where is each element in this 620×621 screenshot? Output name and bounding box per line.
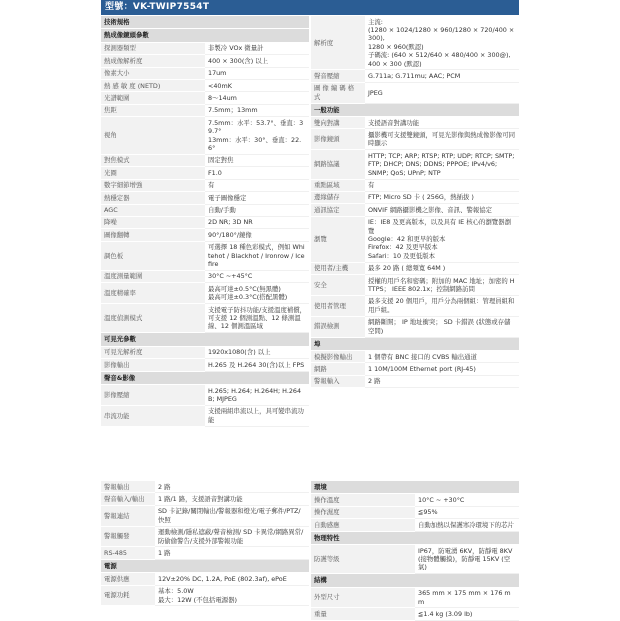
spec-value-line: 支援電子防抖功能/支援溫度補償，可支援 12 個測溫點、12 條測溫線、12 個測溫區域 [208, 305, 307, 331]
spec-row [311, 70, 519, 82]
spec-value-line: 7.5mm：水平：53.7°、垂直：39.7° [208, 118, 304, 136]
spec-value [415, 506, 519, 518]
spec-label: 圖像翻轉 [101, 229, 205, 241]
spec-value-line: 自動/手動 [208, 206, 236, 214]
section-title: 可見光參數 [101, 333, 309, 346]
spec-table [311, 16, 519, 388]
spec-row [101, 179, 309, 191]
spec-value [205, 359, 309, 371]
spec-value-line: 運動檢測/隱私遮蔽/聲音檢測/ SD 卡異常/網路異常/防偷偷警告/支援外部警報功能 [158, 528, 304, 545]
spec-label: 使用者管理 [311, 295, 365, 316]
spec-value-line: 400 × 300(含) 以上 [208, 56, 269, 65]
spec-value-line: 主流: [368, 17, 383, 26]
spec-value [365, 117, 519, 129]
spec-value-line: <40mK [208, 81, 232, 90]
section-header [101, 29, 309, 42]
spec-value [365, 363, 519, 375]
spec-label: 視角 [101, 117, 205, 155]
spec-value-line: 365 mm × 175 mm × 176 mm [418, 589, 511, 606]
spec-value-line: F1.0 [208, 168, 222, 177]
spec-value-line: 網路斷開； IP 地址衝突； SD 卡錯誤 (狀態或存儲空間) [368, 318, 511, 335]
spec-value-line: 最多 20 路 ( 總頻寬 64M ) [368, 264, 446, 273]
spec-row [101, 283, 309, 304]
spec-label: 光圈 [101, 167, 205, 179]
spec-label: 焦距 [101, 104, 205, 116]
spec-row [311, 275, 519, 296]
spec-value-line: 1920x1080(含) 以上 [208, 348, 271, 357]
spec-value-line: 10°C ~ +30°C [418, 495, 465, 504]
spec-label: 自動感應 [311, 519, 415, 531]
spec-value [155, 526, 309, 547]
spec-label: 警報輸出 [101, 481, 155, 493]
spec-label: 通訊協定 [311, 204, 365, 216]
spec-table [101, 481, 309, 606]
spec-row [101, 585, 309, 606]
spec-row [101, 104, 309, 116]
spec-row [311, 316, 519, 337]
spec-label: 熱穩定器 [101, 192, 205, 204]
section-header [311, 103, 519, 116]
spec-value-line: 自動加熱以保護寒冷環境下的芯片 [418, 520, 514, 529]
spec-label: 光譜範圍 [101, 92, 205, 104]
spec-row [101, 493, 309, 505]
spec-value [155, 585, 309, 606]
spec-value [205, 167, 309, 179]
section-header [311, 337, 519, 350]
spec-label: 溫度測量範圍 [101, 270, 205, 282]
spec-row [101, 154, 309, 166]
spec-label: 模擬影像輸出 [311, 351, 365, 363]
spec-label: AGC [101, 204, 205, 216]
spec-value-line: 支援語音對講功能 [368, 118, 420, 127]
spec-label: 可見光解析度 [101, 346, 205, 358]
spec-value [155, 481, 309, 493]
spec-value-line: ≦95% [418, 508, 438, 517]
spec-label: 警報輸入 [311, 375, 365, 387]
spec-value-line: 7.5mm；13mm [208, 106, 258, 115]
spec-value-line: SNMP; QoS; UPnP; NTP [368, 168, 441, 177]
spec-table [311, 481, 519, 621]
spec-label: 溫度偵測模式 [101, 304, 205, 333]
spec-value [365, 375, 519, 387]
spec-row [311, 494, 519, 506]
spec-value [365, 316, 519, 337]
spec-row [101, 304, 309, 333]
spec-label: 聲音壓縮 [311, 70, 365, 82]
spec-row [101, 547, 309, 559]
spec-value-line: 12V±20% DC, 1.2A, PoE (802.3af), ePoE [158, 574, 287, 583]
spec-row [101, 505, 309, 526]
spec-label: 警報觸發 [101, 526, 155, 547]
spec-value [205, 154, 309, 166]
section-title: 環境 [311, 481, 519, 494]
spec-label: 重量 [311, 608, 415, 620]
spec-value-line: 2D NR; 3D NR [208, 218, 253, 227]
spec-row [311, 506, 519, 518]
spec-row [101, 80, 309, 92]
spec-label: 熱 感 敏 度 (NETD) [101, 80, 205, 92]
spec-row [311, 375, 519, 387]
spec-row [311, 216, 519, 262]
spec-value [205, 42, 309, 54]
spec-label: 邊緣儲存 [311, 191, 365, 203]
spec-label: 電源供應 [101, 573, 155, 585]
section-header [101, 333, 309, 346]
spec-value-line: Safari：10 及更低版本 [368, 251, 436, 260]
spec-value-line: 8～14um [208, 93, 237, 102]
spec-row [101, 241, 309, 270]
spec-row [311, 179, 519, 191]
section-title: 聲音&影像 [101, 371, 309, 384]
section-header [311, 531, 519, 544]
spec-row [311, 608, 519, 620]
spec-value-line: Google：42 和更早的版本 [368, 235, 446, 244]
section-title: 物理特性 [311, 531, 519, 544]
spec-value [205, 405, 309, 426]
spec-label: 影像鏡頭 [311, 129, 365, 150]
spec-value-line: 子碼流: (640 × 512/640 × 480/400 × 300@), [368, 51, 511, 60]
spec-label: 調色板 [101, 241, 205, 270]
spec-value [415, 545, 519, 574]
spec-label: 對焦模式 [101, 154, 205, 166]
spec-label: 解析度 [311, 16, 365, 70]
spec-value-line: 基本：5.0W [158, 587, 194, 596]
spec-row [101, 526, 309, 547]
spec-value [155, 493, 309, 505]
spec-value [205, 346, 309, 358]
spec-value [365, 262, 519, 274]
spec-row [101, 204, 309, 216]
spec-label: 影像輸出 [101, 359, 205, 371]
spec-value [205, 216, 309, 228]
spec-value [365, 70, 519, 82]
spec-label: 數字細節增強 [101, 179, 205, 191]
spec-label: 瀏覽 [311, 216, 365, 262]
spec-label: 降噪 [101, 216, 205, 228]
spec-value [205, 80, 309, 92]
spec-value-line: 400 × 300 (默認) [368, 59, 422, 68]
spec-value [415, 519, 519, 531]
spec-row [311, 150, 519, 179]
spec-label: 安全 [311, 275, 365, 296]
spec-value [415, 587, 519, 608]
spec-value-line: (1280 × 1024/1280 × 960/1280 × 720/400 × 300), [368, 25, 515, 43]
spec-value [415, 494, 519, 506]
spec-value [205, 55, 309, 67]
spec-value-line: G.711a; G.711mu; AAC; PCM [368, 71, 461, 80]
spec-value-line: 非製冷 VOx 微量計 [208, 44, 264, 53]
spec-value-line: 有 [208, 181, 215, 190]
spec-value [205, 270, 309, 282]
spec-value-line: 固定對焦 [208, 156, 234, 165]
spec-value-line: IP67，防電湧 6KV，防靜電 8KV (接物體觸摸)，防靜電 15KV (空氣) [418, 546, 513, 572]
section-title: 一般功能 [311, 103, 519, 116]
spec-value-line: 1 路 [158, 548, 171, 557]
spec-row [101, 67, 309, 79]
spec-row [101, 55, 309, 67]
spec-label: 網路 [311, 363, 365, 375]
spec-label: 像素大小 [101, 67, 205, 79]
spec-value-line: IE：IE8 及更高版本，以及具有 IE 核心的瀏覽器瀏覽 [368, 218, 511, 235]
spec-row [311, 545, 519, 574]
spec-label: 聲音輸入/輸出 [101, 493, 155, 505]
spec-value-line: H.265; H.264; H.264H; H.264B; MJPEG [208, 386, 302, 403]
spec-value-line: 攝影機可支援雙鏡頭，可見光影像與熱成像影像可同時顯示 [368, 130, 515, 148]
spec-value [205, 241, 309, 270]
section-title: 熱成像鏡頭參數 [101, 29, 309, 42]
spec-row [311, 519, 519, 531]
spec-label: 重點區域 [311, 179, 365, 191]
spec-value [365, 216, 519, 262]
spec-label: 外型尺寸 [311, 587, 415, 608]
spec-label: 電源功耗 [101, 585, 155, 606]
spec-row [311, 351, 519, 363]
spec-row [101, 359, 309, 371]
spec-label: RS-485 [101, 547, 155, 559]
spec-value-line: SD 卡記錄/關閉輸出/警報器和燈光/電子郵件/PTZ/快照 [158, 507, 301, 524]
spec-value [365, 16, 519, 70]
spec-label: 錯誤檢測 [311, 316, 365, 337]
spec-value [205, 204, 309, 216]
spec-label: 防護等級 [311, 545, 415, 574]
spec-value-line: 1280 × 960(默認) [368, 42, 424, 51]
spec-col-left-top [101, 16, 309, 427]
spec-row [311, 587, 519, 608]
spec-label: 探測器類型 [101, 42, 205, 54]
spec-value [205, 283, 309, 304]
spec-value [205, 67, 309, 79]
spec-label: 圖 像 編 碼 格 式 [311, 82, 365, 103]
spec-value [365, 129, 519, 150]
section-title: 結構 [311, 574, 519, 587]
spec-label: 串流功能 [101, 405, 205, 426]
spec-value [205, 385, 309, 406]
spec-col-right-bottom [311, 481, 519, 621]
spec-value-line: 1 個帶有 BNC 接口的 CVBS 輸出通道 [368, 352, 477, 361]
spec-value [365, 295, 519, 316]
spec-row [311, 129, 519, 150]
spec-label: 網路協議 [311, 150, 365, 179]
spec-value-line: 1 路/1 路，支援語音對講功能 [158, 494, 243, 503]
spec-row [101, 42, 309, 54]
spec-value [205, 179, 309, 191]
section-header [101, 559, 309, 572]
spec-value-line: 支援兩組串流以上，具可變串流功能 [208, 407, 304, 424]
spec-value [365, 351, 519, 363]
section-title: 埠 [311, 337, 519, 350]
spec-row [101, 216, 309, 228]
model-title: 型號：VK-TWIP7554T [105, 2, 210, 12]
spec-value-line: 17um [208, 69, 227, 78]
spec-value-line: 30°C ~+45°C [208, 272, 253, 281]
spec-row [101, 346, 309, 358]
model-title-bar [101, 0, 519, 15]
spec-row [101, 167, 309, 179]
spec-value-line: 90°/180°/鏡像 [208, 230, 252, 239]
spec-label: 操作溫度 [311, 494, 415, 506]
spec-label: 操作濕度 [311, 506, 415, 518]
spec-value [415, 608, 519, 620]
spec-value [205, 117, 309, 155]
spec-col-left-bottom [101, 481, 309, 606]
spec-col-right-top [311, 16, 519, 388]
spec-value-line: 最高可達±0.5°C(無黑體) [208, 284, 281, 293]
spec-value [365, 150, 519, 179]
spec-value-line: HTTP; TCP; ARP; RTSP; RTP; UDP; RTCP; SMTP; [368, 151, 515, 160]
spec-row [311, 295, 519, 316]
spec-value-line: 可選擇 18 種色彩模式，例如 Whitehot / Blackhot / Ironrow / Icefire [208, 243, 305, 269]
spec-table [101, 16, 309, 427]
spec-value-line: 有 [368, 181, 375, 189]
spec-value [205, 104, 309, 116]
spec-label: 影像壓縮 [101, 385, 205, 406]
spec-label: 雙向對講 [311, 117, 365, 129]
section-header [101, 16, 309, 29]
section-title: 電源 [101, 559, 309, 572]
spec-label: 熱成像解析度 [101, 55, 205, 67]
spec-value [205, 92, 309, 104]
spec-value-line: FTP; DHCP; DNS; DDNS; PPPOE; IPv4/v6; [368, 160, 498, 169]
spec-row [101, 229, 309, 241]
spec-row [101, 192, 309, 204]
spec-row [311, 82, 519, 103]
spec-value [365, 191, 519, 203]
spec-row [311, 191, 519, 203]
spec-value-line: 最大：12W (不包括電源器) [158, 595, 237, 604]
spec-value-line: Firefox：42 及更早版本 [368, 243, 438, 252]
spec-row [101, 573, 309, 585]
spec-row [311, 117, 519, 129]
spec-row [101, 270, 309, 282]
spec-row [101, 92, 309, 104]
spec-row [311, 363, 519, 375]
section-header [101, 371, 309, 384]
spec-value-line: FTP; Micro SD 卡 ( 256G，熱插拔 ) [368, 193, 474, 202]
spec-value-line: ONVIF 網路攝影機之影像、音訊、警報協定 [368, 205, 493, 214]
spec-value-line: ≦1.4 kg (3.09 lb) [418, 609, 473, 618]
spec-label: 警報連結 [101, 505, 155, 526]
spec-value [365, 204, 519, 216]
spec-value [205, 304, 309, 333]
spec-value-line: H.265 及 H.264 30(含)以上 FPS [208, 360, 305, 369]
spec-value-line: 電子圖像穩定 [208, 193, 247, 202]
spec-row [101, 385, 309, 406]
spec-value-line: 2 路 [158, 482, 171, 491]
section-header [311, 481, 519, 494]
spec-row [101, 117, 309, 155]
spec-value-line: 13mm：水平：30°、垂直：22.6° [208, 135, 302, 152]
spec-value [155, 573, 309, 585]
spec-row [311, 262, 519, 274]
spec-value [205, 229, 309, 241]
spec-value-line: JPEG [368, 88, 383, 97]
spec-value [205, 192, 309, 204]
spec-value [365, 179, 519, 191]
spec-value [155, 505, 309, 526]
spec-value-line: 2 路 [368, 377, 381, 386]
section-title: 技術規格 [101, 16, 309, 29]
spec-value-line: 最多支援 20 個用戶，用戶分為兩個組：管理員組和用戶組。 [368, 297, 515, 314]
spec-label: 使用者/主機 [311, 262, 365, 274]
spec-row [311, 204, 519, 216]
spec-value-line: 最高可達±0.3°C(搭配黑體) [208, 293, 288, 302]
spec-value-line: 授權的用戶名和密碼；附加的 MAC 地址；加密的 HTTPS； IEEE 802.1x；控制網路訪問 [368, 276, 515, 294]
spec-row [311, 16, 519, 70]
section-header [311, 574, 519, 587]
spec-value [155, 547, 309, 559]
spec-value [365, 275, 519, 296]
spec-label: 溫度精確率 [101, 283, 205, 304]
spec-value-line: 1 10M/100M Ethernet port (RJ-45) [368, 364, 476, 373]
spec-row [101, 405, 309, 426]
spec-row [101, 481, 309, 493]
spec-value [365, 82, 519, 103]
